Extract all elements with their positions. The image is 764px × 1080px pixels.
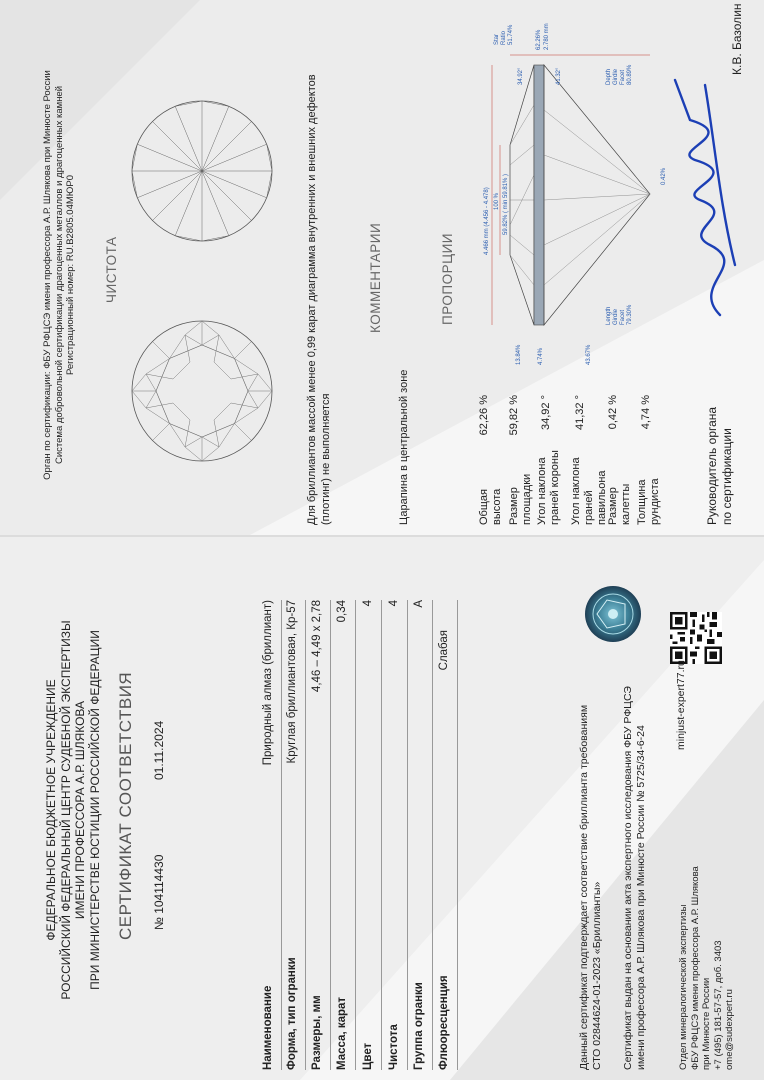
dim-dg-val: 80.89%: [627, 64, 633, 85]
proportion-label-line: рундиста: [649, 478, 661, 525]
qr-code-icon: [670, 612, 722, 664]
prop-value: Слабая: [438, 630, 450, 671]
proportion-value: 41,32 °: [574, 395, 586, 430]
dim-lg3: Facet: [620, 309, 626, 325]
certificate-panel: [0, 535, 764, 1080]
prop-label: Чистота: [388, 1024, 400, 1070]
proportion-value: 4,74 %: [640, 395, 652, 430]
header-line-4: ПРИ МИНИСТЕРСТВЕ ЮСТИЦИИ РОССИЙСКОЙ ФЕДЕРАЦИИ: [87, 630, 102, 990]
certificate-number: № 104114430: [152, 854, 166, 930]
details-panel: [0, 0, 764, 535]
signatory-role: [705, 407, 734, 525]
prop-value: 4,46 – 4,49 x 2,78: [311, 600, 323, 693]
plotting-note-line-2: (плотинг) не выполняется: [320, 393, 332, 525]
dim-pav-pct: 43.67%: [586, 344, 592, 365]
organ-block: [42, 35, 77, 515]
proportion-value: 62,26 %: [478, 395, 490, 436]
proportions-profile-diagram: [470, 0, 670, 385]
basis-line-2: имени профессора А.Р. Шлякова при Минюсте России № 5725/34-6-24: [635, 725, 647, 1070]
dim-ratio: Ratio: [501, 30, 507, 45]
prop-label: Группа огранки: [413, 982, 425, 1070]
header-line-3: ИМЕНИ ПРОФЕССОРА А.Р. ШЛЯКОВА: [73, 700, 87, 920]
proportion-label-line: Общая высота: [478, 488, 503, 525]
dim-crown-angle: 34.92°: [518, 67, 524, 85]
dim-crown-pct: 13.84%: [516, 344, 522, 365]
contacts-line-3: при Минюсте России: [701, 977, 712, 1070]
basis-text: [622, 686, 648, 1070]
clarity-title: ЧИСТОТА: [104, 236, 119, 303]
contacts-line-4: +7 (495) 181-57-57, доб. 3403: [712, 940, 724, 1070]
dim-lg-val: 79.30%: [627, 304, 633, 325]
prop-label: Наименование: [262, 985, 274, 1070]
organ-line-1: Орган по сертификации: ФБУ РФЦСЭ имени профессора А.Р. Шлякова при Минюсте России: [42, 70, 53, 480]
prop-value: Круглая бриллиантовая, Кр-57: [286, 600, 298, 764]
prop-value: 4: [388, 600, 400, 607]
dim-total: 62.26%: [536, 29, 542, 50]
row-separator: [407, 600, 408, 1070]
row-separator: [355, 600, 356, 1070]
dim-total-mm: 2.780 mm: [544, 23, 550, 50]
dim-dg3: Facet: [620, 69, 626, 85]
prop-value: A: [413, 600, 425, 608]
crown-diagram: [128, 317, 276, 465]
row-separator: [281, 600, 282, 1070]
website-link[interactable]: minjust-expert77.ru: [675, 660, 687, 750]
proportion-value: 0,42 %: [607, 395, 619, 430]
prop-label: Форма, тип огранки: [286, 957, 298, 1070]
dim-culet: 0.42%: [661, 167, 667, 185]
dim-star: Star: [494, 33, 500, 45]
comments-title: КОММЕНТАРИИ: [368, 222, 383, 333]
header-line-1: ФЕДЕРАЛЬНОЕ БЮДЖЕТНОЕ УЧРЕЖДЕНИЕ: [44, 679, 58, 941]
header-line-2: РОССИЙСКИЙ ФЕДЕРАЛЬНЫЙ ЦЕНТР СУДЕБНОЙ ЭКСПЕРТИЗЫ: [58, 620, 73, 1000]
proportion-label-line: Размер площадки: [508, 473, 533, 525]
org-header: [44, 600, 102, 1020]
dim-lg2: Girdle: [613, 308, 619, 325]
proportion-label: [536, 450, 562, 525]
proportion-label-line: Толщина: [636, 479, 648, 525]
conformity-line-1: Данный сертификат подтверждает соответствие бриллианта требованиям: [578, 704, 590, 1070]
plotting-note: [305, 74, 333, 525]
prop-label: Масса, карат: [336, 996, 348, 1070]
proportion-label-line: граней павильона: [583, 470, 608, 525]
row-separator: [330, 600, 331, 1070]
dim-dg2: Girdle: [613, 68, 619, 85]
proportions-title: ПРОПОРЦИИ: [440, 232, 455, 325]
conformity-line-2: СТО 02844624-01-2023 «Бриллианты»: [591, 881, 603, 1070]
proportion-label: [636, 450, 662, 525]
proportion-label-line: Угол наклона: [536, 457, 548, 525]
dim-width: 4.466 mm (4.456 - 4.478): [484, 187, 490, 255]
certificate-title: СЕРТИФИКАТ СООТВЕТСТВИЯ: [116, 671, 135, 940]
row-separator: [432, 600, 433, 1070]
prop-value: 0,34: [336, 600, 348, 623]
signatory-role-line-1: Руководитель органа: [705, 406, 719, 525]
prop-label: Размеры, мм: [311, 995, 323, 1070]
row-separator: [305, 600, 306, 1070]
contacts-line-5[interactable]: omе@sudexpert.ru: [724, 989, 735, 1070]
pavilion-diagram: [128, 97, 276, 245]
comments-text: Царапина в центральной зоне: [398, 369, 410, 525]
dim-length-girdle: Length: [606, 306, 612, 325]
dim-table: 59.82% ( min 59.81% ): [503, 173, 509, 235]
signatory-role-line-2: по сертификации: [719, 428, 734, 525]
proportion-label-line: Размер калетты: [607, 483, 632, 525]
dim-girdle-pct: 4.74%: [538, 347, 544, 365]
proportion-label-line: Угол наклона: [570, 457, 582, 525]
row-separator: [381, 600, 382, 1070]
contacts-line-2: ФБУ РФЦСЭ имени профессора А.Р. Шлякова: [689, 866, 701, 1070]
hologram-seal-icon: [583, 584, 643, 644]
proportion-label: [607, 450, 633, 525]
prop-label: Флюоресценция: [438, 975, 450, 1070]
basis-line-1: Сертификат выдан на основании акта экспертного исследования ФБУ РФЦСЭ: [622, 686, 634, 1070]
dim-star-val: 51.74%: [508, 24, 514, 45]
proportion-label: [570, 445, 609, 525]
prop-label: Цвет: [362, 1042, 374, 1070]
plotting-note-line-1: Для бриллиантов массой менее 0,99 карат диаграмма внутренних и внешних дефектов: [306, 74, 318, 525]
proportion-label: [478, 450, 504, 525]
dim-depth: Depth: [606, 68, 612, 85]
dim-pav-angle: 41.32°: [556, 67, 562, 85]
dim-hundred: 100 %: [494, 192, 500, 210]
contacts-block: [678, 866, 736, 1070]
proportion-value: 59,82 %: [508, 395, 520, 436]
proportion-label-line: граней короны: [549, 450, 561, 525]
handwritten-signature: [660, 65, 764, 325]
certificate-date: 01.11.2024: [152, 720, 166, 780]
prop-value: Природный алмаз (бриллиант): [262, 600, 274, 766]
organ-line-2: Система добровольной сертификации драгоценных металлов и драгоценных камней: [53, 85, 65, 465]
row-separator: [457, 600, 458, 1070]
conformity-text: [578, 705, 604, 1070]
prop-value: 4: [362, 600, 374, 607]
contacts-line-1: Отдел минералогической экспертизы: [678, 904, 689, 1070]
proportion-label: [508, 450, 534, 525]
proportion-value: 34,92 °: [540, 395, 552, 430]
organ-line-3: Регистрационный номер: RU.В2805.04МЮР0: [65, 175, 76, 376]
signatory-name: К.В. Базолин: [730, 3, 744, 75]
